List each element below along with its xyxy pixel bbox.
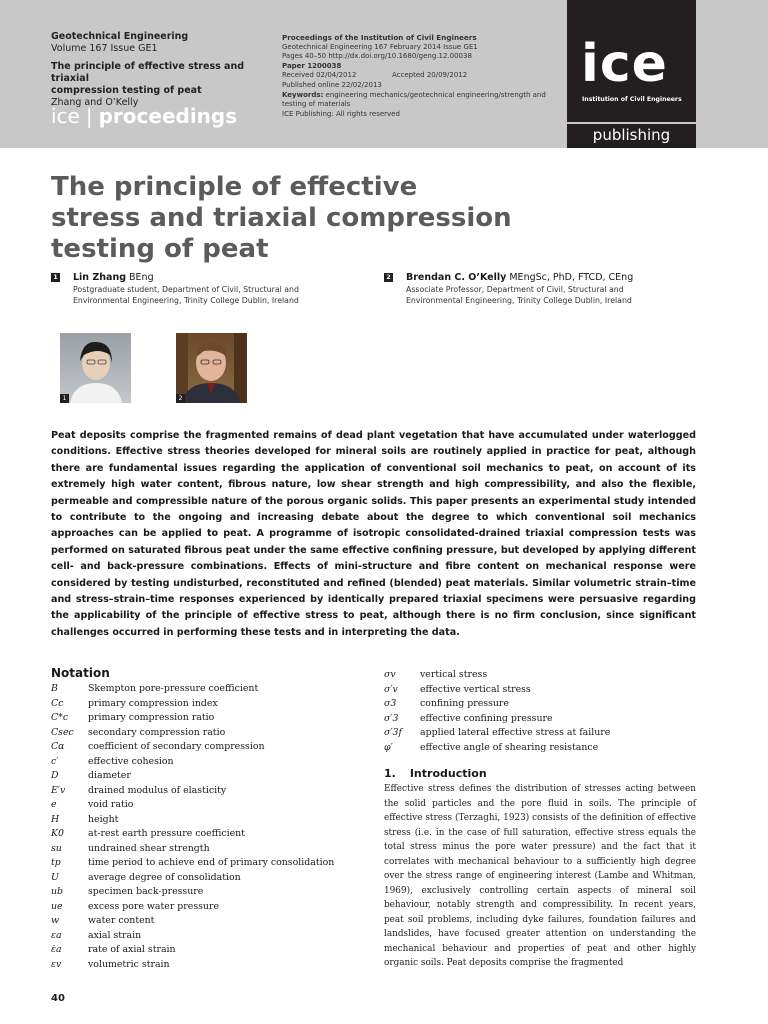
notation-symbol: σ′v [384,683,398,695]
photo-number-badge: 1 [60,394,69,403]
title-line: The principle of effective [51,172,418,202]
affiliation-line: Associate Professor, Department of Civil, Structural and [406,285,624,294]
notation-definition: applied lateral effective stress at failure [420,727,611,738]
notation-row [51,711,351,726]
author-name [406,272,633,283]
notation-symbol: c′ [51,755,59,767]
keywords [282,91,552,101]
received-date: Received 02/04/2012 [282,71,357,80]
keywords-text-2: testing of materials [282,100,351,109]
article-title [51,172,531,265]
brand-proceedings: proceedings [98,104,238,128]
affiliation-line: Environmental Engineering, Trinity College Dublin, Ireland [406,296,632,305]
notation-row [51,856,351,871]
notation-definition: volumetric strain [88,958,170,970]
notation-symbol: B [51,683,58,694]
notation-definition: coefficient of secondary compression [88,741,265,752]
notation-row [384,668,704,683]
author-number-badge: 2 [384,273,393,282]
notation-symbol: H [51,813,60,825]
notation-row [51,842,351,857]
author-name-text: Brendan C. O’Kelly [406,272,507,283]
notation-symbol: w [51,915,60,926]
author-degrees: BEng [126,272,154,283]
notation-symbol: su [51,842,62,854]
notation-symbol: Cc [51,697,64,709]
author-2-photo [176,333,247,403]
title-line: stress and triaxial compression [51,203,512,233]
notation-row [384,697,704,712]
notation-definition: vertical stress [420,669,488,680]
notation-symbol: σv [384,669,396,680]
notation-definition: undrained shear strength [88,842,210,854]
author-1-photo [60,333,131,403]
notation-row [51,900,351,915]
notation-symbol: φ′ [384,741,393,753]
notation-row [51,769,351,784]
dates-row [282,71,552,81]
notation-definition: time period to achieve end of primary consolidation [88,857,335,868]
notation-definition: drained modulus of elasticity [88,784,227,796]
notation-definition: void ratio [88,799,134,810]
notation-definition: excess pore water pressure [88,900,220,912]
author-affiliation [406,284,676,306]
affiliation-line: Postgraduate student, Department of Civil, Structural and [73,285,299,294]
notation-row [51,798,351,813]
notation-row [51,740,351,755]
publication-metadata [282,33,552,119]
running-authors: Zhang and O’Kelly [51,97,139,108]
notation-list [51,682,351,972]
notation-row [384,712,704,727]
author-affiliation [73,284,343,306]
notation-heading: Notation [51,666,110,680]
notation-symbol: U [51,871,59,883]
journal-name: Geotechnical Engineering [51,31,189,42]
notation-definition: specimen back-pressure [88,886,204,897]
notation-row [51,871,351,886]
paper-number: Paper 1200038 [282,61,342,70]
photo-number-badge: 2 [176,394,185,403]
page-number: 40 [51,993,65,1004]
header-citation [51,31,276,109]
notation-definition: height [88,813,119,825]
abstract: Peat deposits comprise the fragmented remains of dead plant vegetation that have accumulated under waterlogged conditions. Effective stress theories developed for mineral soils are routinely applied in practice for peat, although there are fundamental issues regarding the application of conventional soil mechanics to peat, on account of its extremely high water content, fibrous nature, low shear strength and high compressibility, and also the flexible, permeable and compressible nature of the porous organic solids. This paper presents an experimental study intended to contribute to the ongoing and increasing debate about the degree to which conventional soil mechanics approaches can be applied to peat. A programme of isotropic consolidated-drained triaxial compression tests was performed on saturated fibrous peat under the same effective confining pressure, but developed by applying different cell- and back-pressure combinations. Effects of mini-structure and fibre content on mechanical response were considered by testing undisturbed, reconstituted and refined (blended) peat materials. Similar volumetric strain–time and stress–strain–time responses experienced by identically prepared triaxial specimens were persuasive regarding the applicability of the principle of effective stress to peat, although there is no firm conclusion, since significant challenges occurred in performing these tests and in interpreting the data. [51,430,696,638]
notation-symbol: E′v [51,784,66,796]
notation-definition: primary compression ratio [88,712,215,723]
ice-logo [567,0,696,122]
accepted-date: Accepted 20/09/2012 [392,71,468,80]
notation-row [51,682,351,697]
notation-definition: confining pressure [420,698,509,709]
notation-symbol: Csec [51,726,74,738]
notation-definition: effective angle of shearing resistance [420,741,599,753]
notation-definition: effective vertical stress [420,683,531,695]
notation-row [384,741,704,756]
notation-symbol: e [51,799,57,810]
section-title: Introduction [409,767,487,780]
notation-definition: axial strain [88,929,142,941]
notation-definition: primary compression index [88,697,218,709]
introduction-heading [384,767,487,780]
affiliation-line: Environmental Engineering, Trinity College Dublin, Ireland [73,296,299,305]
notation-symbol: tp [51,857,61,868]
notation-definition: water content [88,915,155,926]
title-line: testing of peat [51,234,269,264]
notation-symbol: ε̇a [51,944,62,955]
running-title-line-1: The principle of effective stress and triaxial [51,61,245,84]
notation-row [384,683,704,698]
author-number-badge: 1 [51,273,60,282]
notation-symbol: σ3 [384,698,397,709]
introduction-text: Effective stress defines the distribution of stresses acting between the solid particles and the pore fluid in soils. The principle of effective stress (Terzaghi, 1923) consists of the definition of effective stress (i.e. in the case of full saturation, effective stress equals the total stress minus the pore water pressure) and the fact that it correlates with mechanical behaviour to a sufficiently high degree over the stress range of engineering interest (Lambe and Whitman, 1969), exclusively controlling certain aspects of mineral soil behaviour, notably strength and compressibility. In recent years, peat soil problems, including dyke failures, foundation failures and landslides, have focused greater attention on understanding the mechanical behaviour and properties of peat and other highly organic soils. Peat deposits comprise the fragmented [384,784,696,968]
notation-symbol: σ′3 [384,712,399,724]
notation-symbol: D [51,770,59,781]
notation-symbol: Cα [51,741,65,752]
notation-row [51,726,351,741]
notation-row [51,943,351,958]
pages-doi: Pages 40–50 http://dx.doi.org/10.1680/geng.12.00038 [282,52,472,61]
notation-row [51,914,351,929]
ice-proceedings-brand [51,104,237,128]
portrait-placeholder-icon [176,333,247,403]
notation-row [384,726,704,741]
notation-definition: effective confining pressure [420,712,553,724]
copyright: ICE Publishing: All rights reserved [282,109,400,118]
notation-definition: secondary compression ratio [88,726,226,738]
notation-definition: average degree of consolidation [88,871,241,883]
keywords-text-1: engineering mechanics/geotechnical engineering/strength and [323,90,546,99]
notation-definition: rate of axial strain [88,944,176,955]
notation-definition: Skempton pore-pressure coefficient [88,683,259,694]
notation-row [51,813,351,828]
keywords-label: Keywords: [282,90,324,99]
notation-definition: effective cohesion [88,755,174,767]
portrait-placeholder-icon [60,333,131,403]
ice-logo-institution: Institution of Civil Engineers [582,96,682,103]
running-title-line-2: compression testing of peat [51,85,202,96]
notation-definition: at-rest earth pressure coefficient [88,828,245,839]
notation-row [51,755,351,770]
notation-symbol: K0 [51,828,64,839]
journal-header [0,0,768,148]
notation-row [51,697,351,712]
notation-symbol: ue [51,900,63,912]
brand-ice: ice [51,104,80,128]
author-degrees: MEngSc, PhD, FTCD, CEng [506,272,634,283]
journal-volume: Volume 167 Issue GE1 [51,43,158,54]
notation-row [51,784,351,799]
notation-symbol: ub [51,886,64,897]
author-name-text: Lin Zhang [73,272,127,283]
notation-symbol: εa [51,929,62,941]
notation-row [51,885,351,900]
notation-row [51,958,351,973]
notation-symbol: εv [51,958,62,970]
ice-logo-wordmark: ice [581,34,668,94]
notation-symbol: σ′3f [384,727,402,738]
ice-publishing-label: publishing [567,124,696,148]
author-name [73,272,154,283]
notation-row [51,827,351,842]
notation-list-continued [384,668,704,755]
notation-symbol: C*c [51,712,69,723]
proceedings-name: Proceedings of the Institution of Civil Engineers [282,33,477,42]
notation-row [51,929,351,944]
journal-issue-line: Geotechnical Engineering 167 February 2014 Issue GE1 [282,42,478,51]
section-number: 1. [384,767,396,780]
brand-separator: | [85,104,93,128]
notation-definition: diameter [88,770,131,781]
published-date: Published online 22/02/2013 [282,80,382,89]
